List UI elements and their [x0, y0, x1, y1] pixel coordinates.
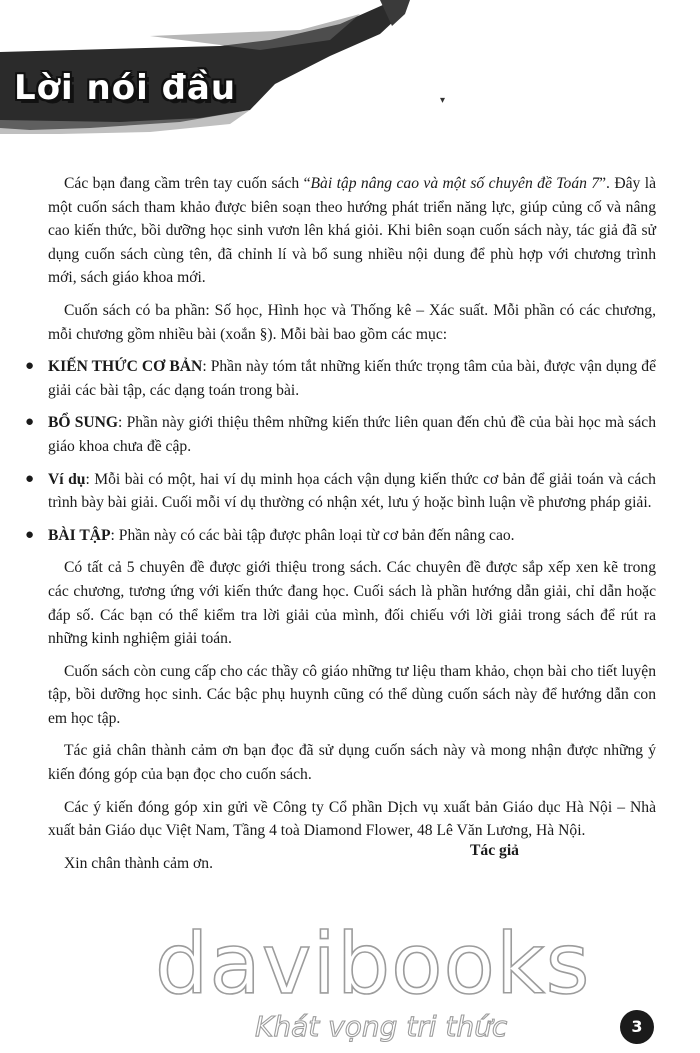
- section-item: [25, 411, 656, 458]
- body-paragraph: Các ý kiến đóng góp xin gửi về Công ty Cổ phần Dịch vụ xuất bản Giáo dục Hà Nội – Nhà xuất bản Giáo dục Việt Nam, Tầng 4 toà Diamond Flower, 48 Lê Văn Lương, Hà Nội.: [48, 798, 656, 840]
- watermark-slogan: Khát vọng tri thức: [255, 1010, 508, 1043]
- section-term: BỔ SUNG: [48, 414, 119, 432]
- page-number-badge: 3: [620, 1010, 654, 1044]
- header-band: [0, 0, 700, 140]
- body-paragraph: Xin chân thành cảm ơn.: [64, 854, 213, 872]
- body-paragraph: Cuốn sách còn cung cấp cho các thầy cô giáo những tư liệu tham khảo, chọn bài cho tiết luyện tập, bồi dưỡng học sinh. Các bậc phụ huynh cũng có thể dùng cuốn sách này để hướng dẫn con em học tập.: [48, 662, 656, 727]
- bullet-dot-icon: ●: [25, 470, 35, 487]
- bullet-dot-icon: ●: [25, 358, 35, 375]
- bullet-dot-icon: ●: [25, 526, 35, 543]
- section-term: BÀI TẬP: [48, 526, 111, 544]
- intro-trail: ”. Đây là một cuốn sách tham khảo được biên soạn theo hướng phát triển năng lực, giúp củng cố và nâng cao kiến thức, bồi dưỡng học sinh vươn lên khá giỏi. Khi biên soạn cuốn sách này, tác giả đã sử dụng cuốn sách cùng tên, đã chỉnh lí và bổ sung nhiều nội dung để phù hợp với chương trình mới, sách giáo khoa mới.: [48, 175, 656, 287]
- book-title: Bài tập nâng cao và một số chuyên đề Toán 7: [310, 175, 600, 192]
- intro-paragraph: [48, 172, 656, 290]
- bullet-dot-icon: ●: [25, 414, 35, 431]
- section-item: [25, 468, 656, 515]
- section-text: : Phần này tóm tắt những kiến thức trọng tâm của bài, được vận dụng để giải các bài tập, các dạng toán trong bài.: [48, 358, 656, 399]
- section-term: KIẾN THỨC CƠ BẢN: [48, 358, 203, 376]
- section-item: [25, 524, 656, 548]
- structure-paragraph: Cuốn sách có ba phần: Số học, Hình học và Thống kê – Xác suất. Mỗi phần có các chương, mỗi chương gồm nhiều bài (xoắn §). Mỗi bài bao gồm các mục:: [48, 301, 656, 343]
- author-signature: Tác giả: [470, 842, 519, 859]
- page-title: Lời nói đầu: [14, 68, 237, 108]
- section-term: Ví dụ: [48, 470, 86, 488]
- section-text: : Mỗi bài có một, hai ví dụ minh họa cách vận dụng kiến thức cơ bản để giải toán và cách trình bày bài giải. Cuối mỗi ví dụ thường có nhận xét, lưu ý hoặc bình luận về phương pháp giải.: [48, 470, 656, 512]
- watermark-brand: davibooks: [155, 915, 591, 1013]
- print-mark: ▾: [440, 95, 446, 106]
- body-paragraph: Có tất cả 5 chuyên đề được giới thiệu trong sách. Các chuyên đề được sắp xếp xen kẽ trong các chương, tương ứng với kiến thức đang học. Cuối sách là phần hướng dẫn giải, chỉ dẫn hoặc đáp số. Các bạn có thể kiểm tra lời giải của mình, đối chiếu với lời giải trong sách để rút ra những kinh nghiệm giải toán.: [48, 559, 656, 648]
- body-paragraph: Tác giả chân thành cảm ơn bạn đọc đã sử dụng cuốn sách này và mong nhận được những ý kiến đóng góp của bạn đọc cho cuốn sách.: [48, 742, 656, 784]
- intro-lead: Các bạn đang cầm trên tay cuốn sách “: [64, 175, 311, 192]
- section-text: : Phần này có các bài tập được phân loại từ cơ bản đến nâng cao.: [110, 526, 515, 544]
- section-text: : Phần này giới thiệu thêm những kiến thức liên quan đến chủ đề của bài học mà sách giáo khoa chưa đề cập.: [48, 414, 656, 455]
- section-item: [25, 355, 656, 402]
- preface-body: [25, 172, 656, 884]
